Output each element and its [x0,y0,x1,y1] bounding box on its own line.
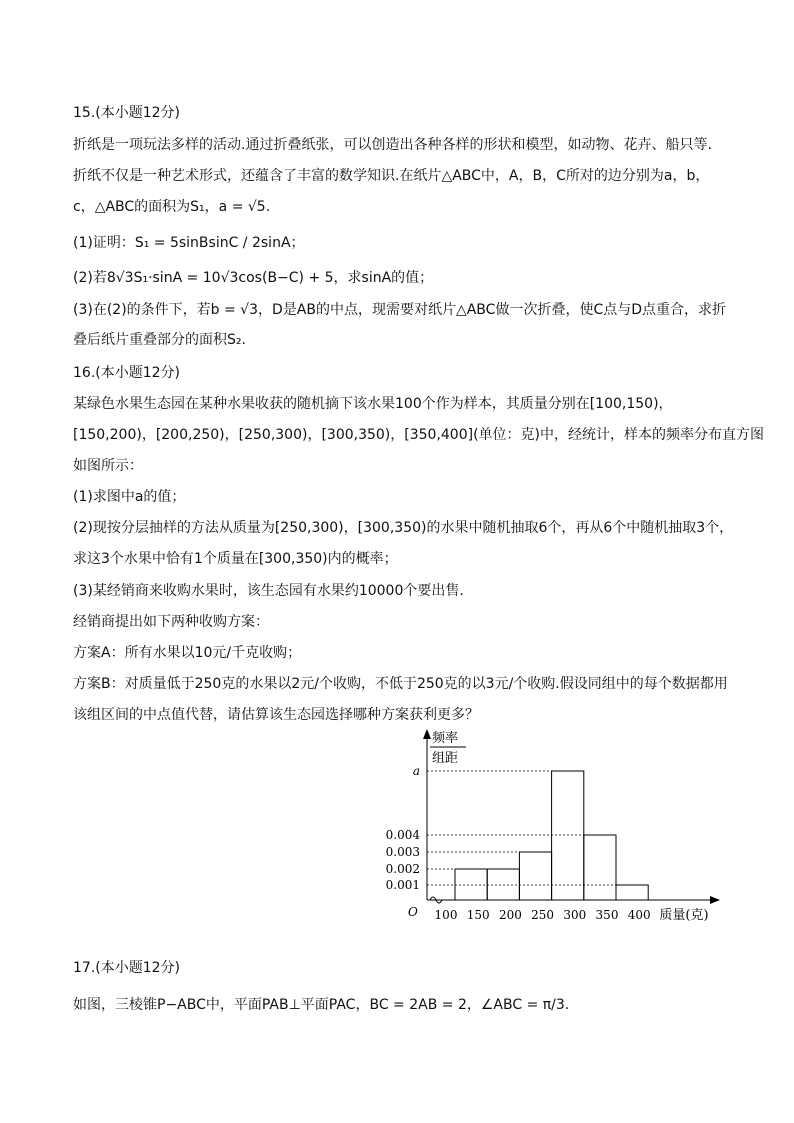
histogram-bar [519,852,551,900]
q16-plan-b-cont: 该组区间的中点值代替，请估算该生态园选择哪种方案获利更多？ [73,707,479,723]
y-label-bottom: 组距 [432,751,459,766]
q15-part-2: (2)若8√3S₁·sinA = 10√3cos(B−C) + 5，求sinA的值； [73,270,434,286]
q16-line-plans: 经销商提出如下两种收购方案： [73,614,269,630]
q15-line-2: 折纸不仅是一种艺术形式，还蕴含了丰富的数学知识.在纸片△ABC中，A，B，C所对的边分别为a，b， [73,168,710,184]
q16-plan-a: 方案A：所有水果以10元/千克收购； [73,645,302,661]
frequency-histogram [380,725,725,930]
y-tick-label: 0.002 [385,862,420,876]
q16-line-1: 某绿色水果生态园在某种水果收获的随机摘下该水果100个作为样本，其质量分别在[100,150)， [73,396,673,412]
q15-part-3-cont: 叠后纸片重叠部分的面积S₂. [73,332,246,348]
y-tick-label: 0.003 [385,845,420,859]
q15-line-1: 折纸是一项玩法多样的活动.通过折叠纸张，可以创造出各种各样的形状和模型，如动物、花卉、船只等. [73,137,712,153]
histogram-bar [487,869,519,900]
x-axis-arrow [710,896,720,904]
histogram-bar [455,869,487,900]
histogram-bar [584,835,616,900]
histogram-bar [616,885,648,900]
q16-part-1: (1)求图中a的值； [73,489,186,505]
x-tick-label: 400 [627,908,651,922]
q16-plan-b: 方案B：对质量低于250克的水果以2元/个收购，不低于250克的以3元/个收购.假设同组中的每个数据都用 [73,676,728,692]
x-tick-label: 150 [466,908,490,922]
y-tick-label: 0.004 [385,828,420,842]
x-tick-label: 200 [498,908,522,922]
x-tick-label: 100 [434,908,458,922]
q17-line-1: 如图，三棱锥P−ABC中，平面PAB⊥平面PAC，BC = 2AB = 2，∠ABC = π/3. [73,997,570,1013]
y-label-top: 频率 [432,731,459,746]
histogram-bar [552,771,584,900]
origin-label: O [408,905,418,919]
q16-line-3: 如图所示： [73,458,143,474]
x-axis-label: 质量(克) [659,908,709,923]
q16-part-3: (3)某经销商来收购水果时，该生态园有水果约10000个要出售. [73,583,464,599]
q15-header: 15.(本小题12分) [73,105,181,121]
y-tick-label: a [412,764,420,778]
y-axis-arrow [423,729,431,739]
q17-header: 17.(本小题12分) [73,960,181,976]
q15-part-3: (3)在(2)的条件下，若b = √3，D是AB的中点，现需要对纸片△ABC做一次折叠，使C点与D点重合，求折 [73,302,727,318]
q16-header: 16.(本小题12分) [73,365,181,381]
x-tick-label: 300 [563,908,587,922]
q16-part-2: (2)现按分层抽样的方法从质量为[250,300)，[300,350)的水果中随机抽取6个，再从6个中随机抽取3个， [73,520,734,536]
x-tick-label: 350 [595,908,619,922]
q16-part-2-cont: 求这3个水果中恰有1个质量在[300,350)内的概率； [73,551,398,567]
q16-line-2: [150,200)，[200,250)，[250,300)，[300,350)，[350,400](单位：克)中，经统计，样本的频率分布直方图 [73,427,765,443]
q15-line-3: c，△ABC的面积为S₁，a = √5. [73,199,271,215]
y-tick-label: 0.001 [385,878,420,892]
q15-part-1: (1)证明：S₁ = 5sinBsinC / 2sinA； [73,235,305,251]
x-tick-label: 250 [531,908,555,922]
